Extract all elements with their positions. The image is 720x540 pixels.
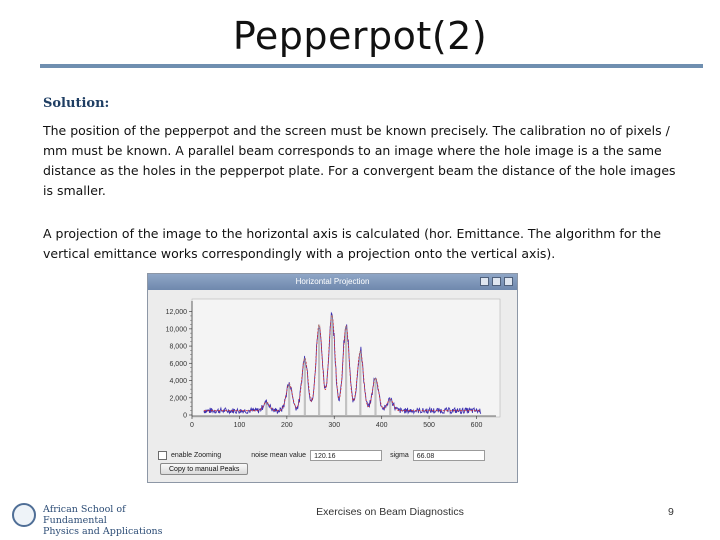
minimize-icon[interactable] <box>480 277 489 286</box>
projection-window <box>147 273 518 483</box>
logo-line1: African School of Fundamental <box>43 504 126 526</box>
noise-mean-label: noise mean value <box>251 452 307 459</box>
x-tick-label: 600 <box>470 422 483 429</box>
paragraph-calibration: The position of the pepperpot and the screen must be known precisely. The calibration no of pixels / mm must be known. A parallel beam corresponds to an image where the hole image is a the same distance as the holes in the pepperpot plate. For a convergent beam the distance of the hole images is smaller. <box>43 123 676 198</box>
copy-to-manual-peaks-button[interactable]: Copy to manual Peaks <box>160 463 248 475</box>
window-titlebar[interactable] <box>148 274 517 290</box>
y-tick-label: 12,000 <box>165 309 187 317</box>
logo-line2: Physics and Applications <box>43 526 163 537</box>
maximize-icon[interactable] <box>492 277 501 286</box>
enable-zooming-checkbox[interactable] <box>158 451 167 460</box>
x-tick-label: 500 <box>423 422 435 429</box>
sigma-field[interactable]: 66.08 <box>413 450 485 461</box>
y-tick-label: 8,000 <box>169 343 187 351</box>
paragraph-projection: A projection of the image to the horizontal axis is calculated (hor. Emittance. The algorithm for the vertical emittance works correspondingly with a projection onto the vertical axis). <box>43 226 662 261</box>
slide-title: Pepperpot(2) <box>232 14 488 58</box>
y-tick-label: 4,000 <box>169 378 187 386</box>
x-tick-label: 300 <box>328 422 341 429</box>
x-tick-label: 0 <box>190 422 194 429</box>
y-tick-label: 10,000 <box>165 326 187 334</box>
x-tick-label: 100 <box>233 422 246 429</box>
window-title: Horizontal Projection <box>295 277 370 286</box>
globe-africa-icon <box>12 503 36 527</box>
projection-plot <box>148 291 517 447</box>
y-tick-label: 6,000 <box>169 360 187 368</box>
y-tick-label: 0 <box>183 412 187 420</box>
close-icon[interactable] <box>504 277 513 286</box>
page-number: 9 <box>668 506 674 518</box>
x-tick-label: 400 <box>375 422 388 429</box>
sigma-label: sigma <box>390 452 409 459</box>
noise-mean-field[interactable]: 120.16 <box>310 450 382 461</box>
enable-zooming-label: enable Zooming <box>171 452 222 459</box>
y-tick-label: 2,000 <box>169 395 187 403</box>
footer-text: Exercises on Beam Diagnostics <box>316 506 464 518</box>
title-divider <box>40 64 703 68</box>
solution-label: Solution: <box>43 96 110 111</box>
school-logo <box>12 502 172 537</box>
x-tick-label: 200 <box>280 422 293 429</box>
